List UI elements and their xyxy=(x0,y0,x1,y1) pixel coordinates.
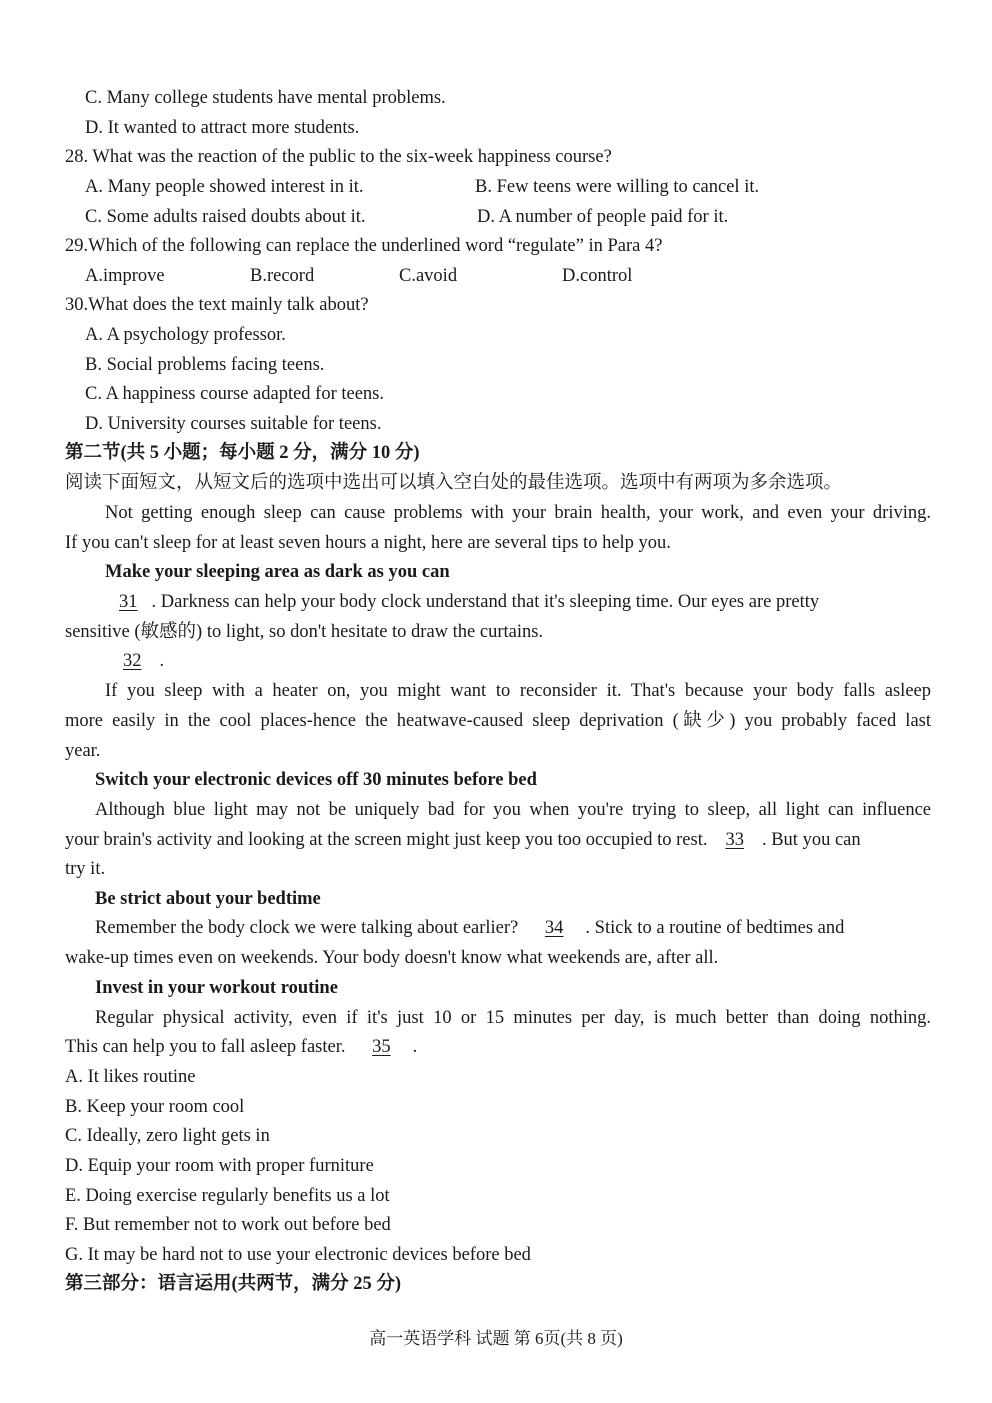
section2-heading: 第二节(共 5 小题；每小题 2 分，满分 10 分) xyxy=(65,443,420,463)
para4-line2: wake-up times even on weekends. Your body doesn't know what weekends are, after all. xyxy=(65,948,719,968)
para2-line3: year. xyxy=(65,741,101,761)
q30-option-d: D. University courses suitable for teens. xyxy=(85,414,382,434)
para5-line2-text: This can help you to fall asleep faster. xyxy=(65,1037,346,1057)
part3-heading: 第三部分：语言运用(共两节，满分 25 分) xyxy=(65,1274,402,1294)
para2-line2: more easily in the cool places-hence the heatwave-caused sleep deprivation (缺少) you probably faced last xyxy=(65,711,931,731)
page-footer: 高一英语学科 试题 第 6页(共 8 页) xyxy=(369,1329,623,1348)
q27-option-d: D. It wanted to attract more students. xyxy=(85,118,360,138)
option-e: E. Doing exercise regularly benefits us a lot xyxy=(65,1186,390,1206)
blank-35[interactable]: 35 xyxy=(372,1037,391,1057)
subheading-devices: Switch your electronic devices off 30 minutes before bed xyxy=(95,770,537,790)
q27-option-c: C. Many college students have mental problems. xyxy=(85,88,446,108)
blank-31[interactable]: 31 xyxy=(119,592,138,612)
q28-option-c: C. Some adults raised doubts about it. xyxy=(85,207,366,227)
q28-option-b: B. Few teens were willing to cancel it. xyxy=(475,177,760,197)
q30-option-b: B. Social problems facing teens. xyxy=(85,355,325,375)
para3-line2-end: . But you can xyxy=(761,830,861,850)
option-c: C. Ideally, zero light gets in xyxy=(65,1126,270,1146)
blank-32[interactable]: 32 xyxy=(123,651,142,671)
para4-line1-text: Remember the body clock we were talking about earlier? xyxy=(95,918,519,938)
para1-line1-text: . Darkness can help your body clock understand that it's sleeping time. Our eyes are pretty xyxy=(151,592,820,612)
para3-line3: try it. xyxy=(65,859,106,879)
option-b: B. Keep your room cool xyxy=(65,1097,245,1117)
para5-line2 xyxy=(65,1032,931,1062)
para1-line2: sensitive (敏感的) to light, so don't hesitate to draw the curtains. xyxy=(65,622,544,642)
subheading-workout: Invest in your workout routine xyxy=(95,978,338,998)
para5-line2-end: . xyxy=(412,1037,418,1057)
q28-option-d: D. A number of people paid for it. xyxy=(477,207,729,227)
blank-32-period: . xyxy=(159,651,165,671)
para3-line1: Although blue light may not be uniquely bad for you when you're trying to sleep, all light can influence xyxy=(95,800,931,820)
q29-option-a: A.improve xyxy=(85,266,165,286)
q30-stem: 30.What does the text mainly talk about? xyxy=(65,295,369,315)
q29-option-b: B.record xyxy=(250,266,315,286)
para1-line1 xyxy=(105,587,931,617)
q30-option-a: A. A psychology professor. xyxy=(85,325,286,345)
subheading-bedtime: Be strict about your bedtime xyxy=(95,889,321,909)
q30-option-c: C. A happiness course adapted for teens. xyxy=(85,384,385,404)
para4-line1-end: . Stick to a routine of bedtimes and xyxy=(585,918,845,938)
section2-instruction: 阅读下面短文，从短文后的选项中选出可以填入空白处的最佳选项。选项中有两项为多余选项。 xyxy=(65,473,843,493)
option-f: F. But remember not to work out before bed xyxy=(65,1215,391,1235)
para2-line1: If you sleep with a heater on, you might want to reconsider it. That's because your body falls asleep xyxy=(105,681,931,701)
passage-intro-line2: If you can't sleep for at least seven hours a night, here are several tips to help you. xyxy=(65,533,671,553)
para3-line2 xyxy=(65,825,931,855)
option-a: A. It likes routine xyxy=(65,1067,196,1087)
subheading-dark-area: Make your sleeping area as dark as you can xyxy=(105,562,450,582)
option-d: D. Equip your room with proper furniture xyxy=(65,1156,374,1176)
para4-line1 xyxy=(95,913,961,943)
para5-line1: Regular physical activity, even if it's just 10 or 15 minutes per day, is much better than doing nothing. xyxy=(95,1008,931,1028)
q29-option-d: D.control xyxy=(562,266,633,286)
blank-34[interactable]: 34 xyxy=(544,918,564,938)
q28-stem: 28. What was the reaction of the public to the six-week happiness course? xyxy=(65,147,612,167)
option-g: G. It may be hard not to use your electronic devices before bed xyxy=(65,1245,531,1265)
para3-line2-text: your brain's activity and looking at the screen might just keep you too occupied to rest. xyxy=(65,830,708,850)
q29-option-c: C.avoid xyxy=(399,266,458,286)
passage-intro-line1: Not getting enough sleep can cause problems with your brain health, your work, and even your driving. xyxy=(105,503,931,523)
q28-option-a: A. Many people showed interest in it. xyxy=(85,177,364,197)
q29-stem: 29.Which of the following can replace the underlined word “regulate” in Para 4? xyxy=(65,236,663,256)
blank-33[interactable]: 33 xyxy=(725,830,744,850)
para2-blank-line xyxy=(105,646,971,676)
